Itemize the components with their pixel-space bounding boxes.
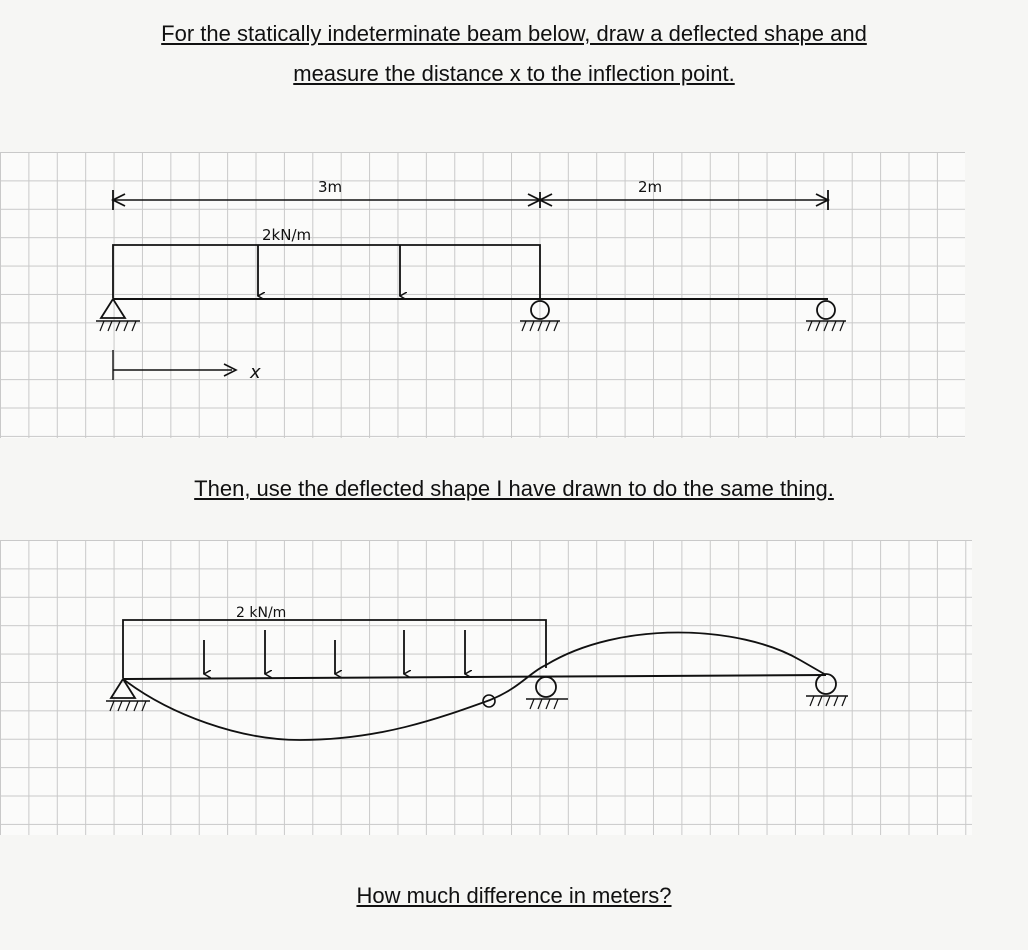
x-label: x	[250, 362, 261, 383]
instruction-line-4: How much difference in meters?	[356, 883, 672, 908]
instruction-line-3: Then, use the deflected shape I have drawn to do the same thing.	[194, 476, 834, 501]
load-label: 2kN/m	[262, 226, 312, 244]
roller-support-icon	[520, 301, 560, 331]
roller-support-icon	[806, 674, 848, 706]
top-beam-diagram	[96, 190, 846, 380]
bottom-beam-diagram	[106, 620, 848, 740]
roller-support-icon	[526, 677, 568, 709]
span-right-label: 2m	[638, 178, 663, 196]
span-left-label: 3m	[318, 178, 343, 196]
instruction-line-2: measure the distance x to the inflection point.	[293, 61, 735, 86]
beam	[123, 675, 826, 679]
instruction-line-1: For the statically indeterminate beam below, draw a deflected shape and	[161, 21, 867, 46]
deflected-shape-curve	[123, 633, 826, 741]
load-label: 2 kN/m	[236, 605, 287, 621]
load-outline	[113, 245, 540, 298]
pin-support-icon	[96, 299, 140, 331]
roller-support-icon	[806, 301, 846, 331]
